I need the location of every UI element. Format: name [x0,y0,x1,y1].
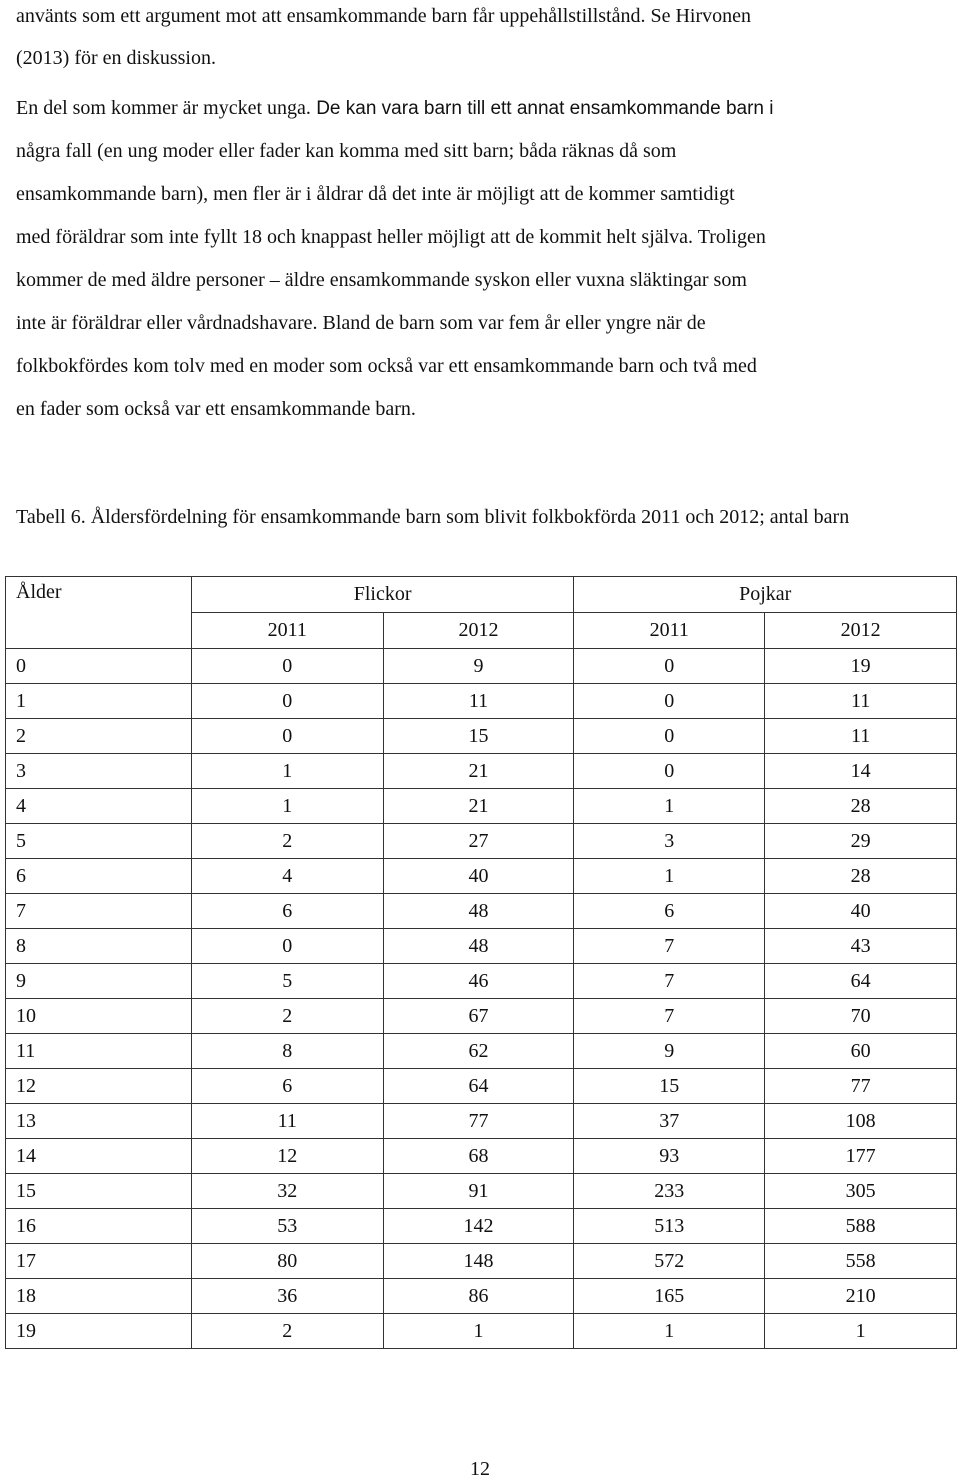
table-row [6,929,957,964]
table-row [6,1209,957,1244]
count-cell: 142 [383,1209,574,1244]
count-cell: 70 [765,999,957,1034]
age-cell: 18 [6,1279,192,1314]
count-cell: 210 [765,1279,957,1314]
text-line: inte är föräldrar eller vårdnadshavare. Bland de barn som var fem år eller yngre när de [16,312,706,334]
count-cell: 11 [765,684,957,719]
table-row [6,1139,957,1174]
count-cell: 148 [383,1244,574,1279]
intro-paragraph [16,0,751,84]
count-cell: 1 [765,1314,957,1349]
text-segment: De kan vara barn till ett annat ensamkommande barn i [310,98,774,119]
count-cell: 6 [191,1069,383,1104]
count-cell: 15 [383,719,574,754]
count-cell: 0 [574,754,765,789]
table-row [6,1174,957,1209]
count-cell: 558 [765,1244,957,1279]
table-row [6,754,957,789]
age-cell: 14 [6,1139,192,1174]
count-cell: 588 [765,1209,957,1244]
count-cell: 0 [191,929,383,964]
count-cell: 48 [383,894,574,929]
table-row [6,859,957,894]
table-row [6,1104,957,1139]
header-year: 2012 [383,613,574,649]
count-cell: 14 [765,754,957,789]
count-cell: 27 [383,824,574,859]
table-row [6,964,957,999]
count-cell: 9 [574,1034,765,1069]
table-row [6,1034,957,1069]
count-cell: 5 [191,964,383,999]
count-cell: 9 [383,649,574,684]
count-cell: 21 [383,754,574,789]
text-line: använts som ett argument mot att ensamkommande barn får uppehållstillstånd. Se Hirvonen [16,5,752,27]
count-cell: 572 [574,1244,765,1279]
table-row [6,684,957,719]
age-cell: 7 [6,894,192,929]
count-cell: 4 [191,859,383,894]
count-cell: 40 [765,894,957,929]
table-caption: Tabell 6. Åldersfördelning för ensamkommande barn som blivit folkbokförda 2011 och 2012; antal barn [16,506,850,528]
page-number: 12 [470,1458,490,1480]
table-row [6,999,957,1034]
age-cell: 16 [6,1209,192,1244]
text-segment: En del som kommer är mycket unga. [16,97,311,119]
count-cell: 64 [383,1069,574,1104]
count-cell: 7 [574,999,765,1034]
count-cell: 68 [383,1139,574,1174]
count-cell: 7 [574,929,765,964]
count-cell: 53 [191,1209,383,1244]
header-age: Ålder [6,577,192,649]
header-year: 2012 [765,613,957,649]
count-cell: 48 [383,929,574,964]
table-row [6,719,957,754]
count-cell: 43 [765,929,957,964]
count-cell: 0 [191,649,383,684]
header-girls: Flickor [191,577,574,613]
count-cell: 12 [191,1139,383,1174]
count-cell: 1 [383,1314,574,1349]
table-row [6,789,957,824]
header-year: 2011 [574,613,765,649]
body-paragraph [16,84,774,428]
count-cell: 11 [383,684,574,719]
age-cell: 3 [6,754,192,789]
text-line: (2013) för en diskussion. [16,47,216,69]
count-cell: 0 [574,684,765,719]
text-line: en fader som också var ett ensamkommande barn. [16,398,416,420]
header-boys: Pojkar [574,577,957,613]
count-cell: 2 [191,999,383,1034]
body-lines [16,127,774,428]
count-cell: 21 [383,789,574,824]
count-cell: 64 [765,964,957,999]
count-cell: 91 [383,1174,574,1209]
count-cell: 108 [765,1104,957,1139]
count-cell: 36 [191,1279,383,1314]
count-cell: 2 [191,824,383,859]
age-cell: 17 [6,1244,192,1279]
age-cell: 2 [6,719,192,754]
count-cell: 0 [191,684,383,719]
count-cell: 1 [574,859,765,894]
count-cell: 67 [383,999,574,1034]
count-cell: 86 [383,1279,574,1314]
count-cell: 11 [191,1104,383,1139]
count-cell: 1 [574,1314,765,1349]
table-row [6,1314,957,1349]
age-cell: 9 [6,964,192,999]
age-cell: 10 [6,999,192,1034]
count-cell: 62 [383,1034,574,1069]
count-cell: 1 [574,789,765,824]
count-cell: 40 [383,859,574,894]
count-cell: 11 [765,719,957,754]
count-cell: 165 [574,1279,765,1314]
count-cell: 6 [574,894,765,929]
text-line: folkbokfördes kom tolv med en moder som också var ett ensamkommande barn och två med [16,355,757,377]
table-row [6,1069,957,1104]
age-cell: 8 [6,929,192,964]
count-cell: 0 [191,719,383,754]
count-cell: 1 [191,754,383,789]
count-cell: 2 [191,1314,383,1349]
count-cell: 77 [765,1069,957,1104]
count-cell: 7 [574,964,765,999]
table-row [6,1279,957,1314]
count-cell: 80 [191,1244,383,1279]
count-cell: 77 [383,1104,574,1139]
count-cell: 6 [191,894,383,929]
age-cell: 12 [6,1069,192,1104]
count-cell: 37 [574,1104,765,1139]
count-cell: 28 [765,789,957,824]
count-cell: 305 [765,1174,957,1209]
table-row [6,649,957,684]
header-year: 2011 [191,613,383,649]
count-cell: 8 [191,1034,383,1069]
table-header-row [6,577,957,613]
count-cell: 177 [765,1139,957,1174]
age-cell: 11 [6,1034,192,1069]
count-cell: 1 [191,789,383,824]
age-cell: 15 [6,1174,192,1209]
count-cell: 15 [574,1069,765,1104]
age-cell: 19 [6,1314,192,1349]
count-cell: 46 [383,964,574,999]
age-cell: 0 [6,649,192,684]
age-cell: 5 [6,824,192,859]
table-row [6,894,957,929]
count-cell: 19 [765,649,957,684]
count-cell: 28 [765,859,957,894]
count-cell: 60 [765,1034,957,1069]
age-cell: 1 [6,684,192,719]
count-cell: 32 [191,1174,383,1209]
text-line [16,84,774,127]
count-cell: 0 [574,719,765,754]
text-line: några fall (en ung moder eller fader kan komma med sitt barn; båda räknas då som [16,140,677,162]
age-cell: 6 [6,859,192,894]
count-cell: 3 [574,824,765,859]
text-line: kommer de med äldre personer – äldre ensamkommande syskon eller vuxna släktingar som [16,269,747,291]
count-cell: 29 [765,824,957,859]
age-distribution-table [5,576,957,1349]
count-cell: 233 [574,1174,765,1209]
text-line: med föräldrar som inte fyllt 18 och knappast heller möjligt att de kommit helt själva. Troligen [16,226,766,248]
count-cell: 513 [574,1209,765,1244]
table-row [6,1244,957,1279]
table-row [6,824,957,859]
age-cell: 4 [6,789,192,824]
text-line: ensamkommande barn), men fler är i åldrar då det inte är möjligt att de kommer samtidigt [16,183,735,205]
count-cell: 0 [574,649,765,684]
count-cell: 93 [574,1139,765,1174]
age-cell: 13 [6,1104,192,1139]
